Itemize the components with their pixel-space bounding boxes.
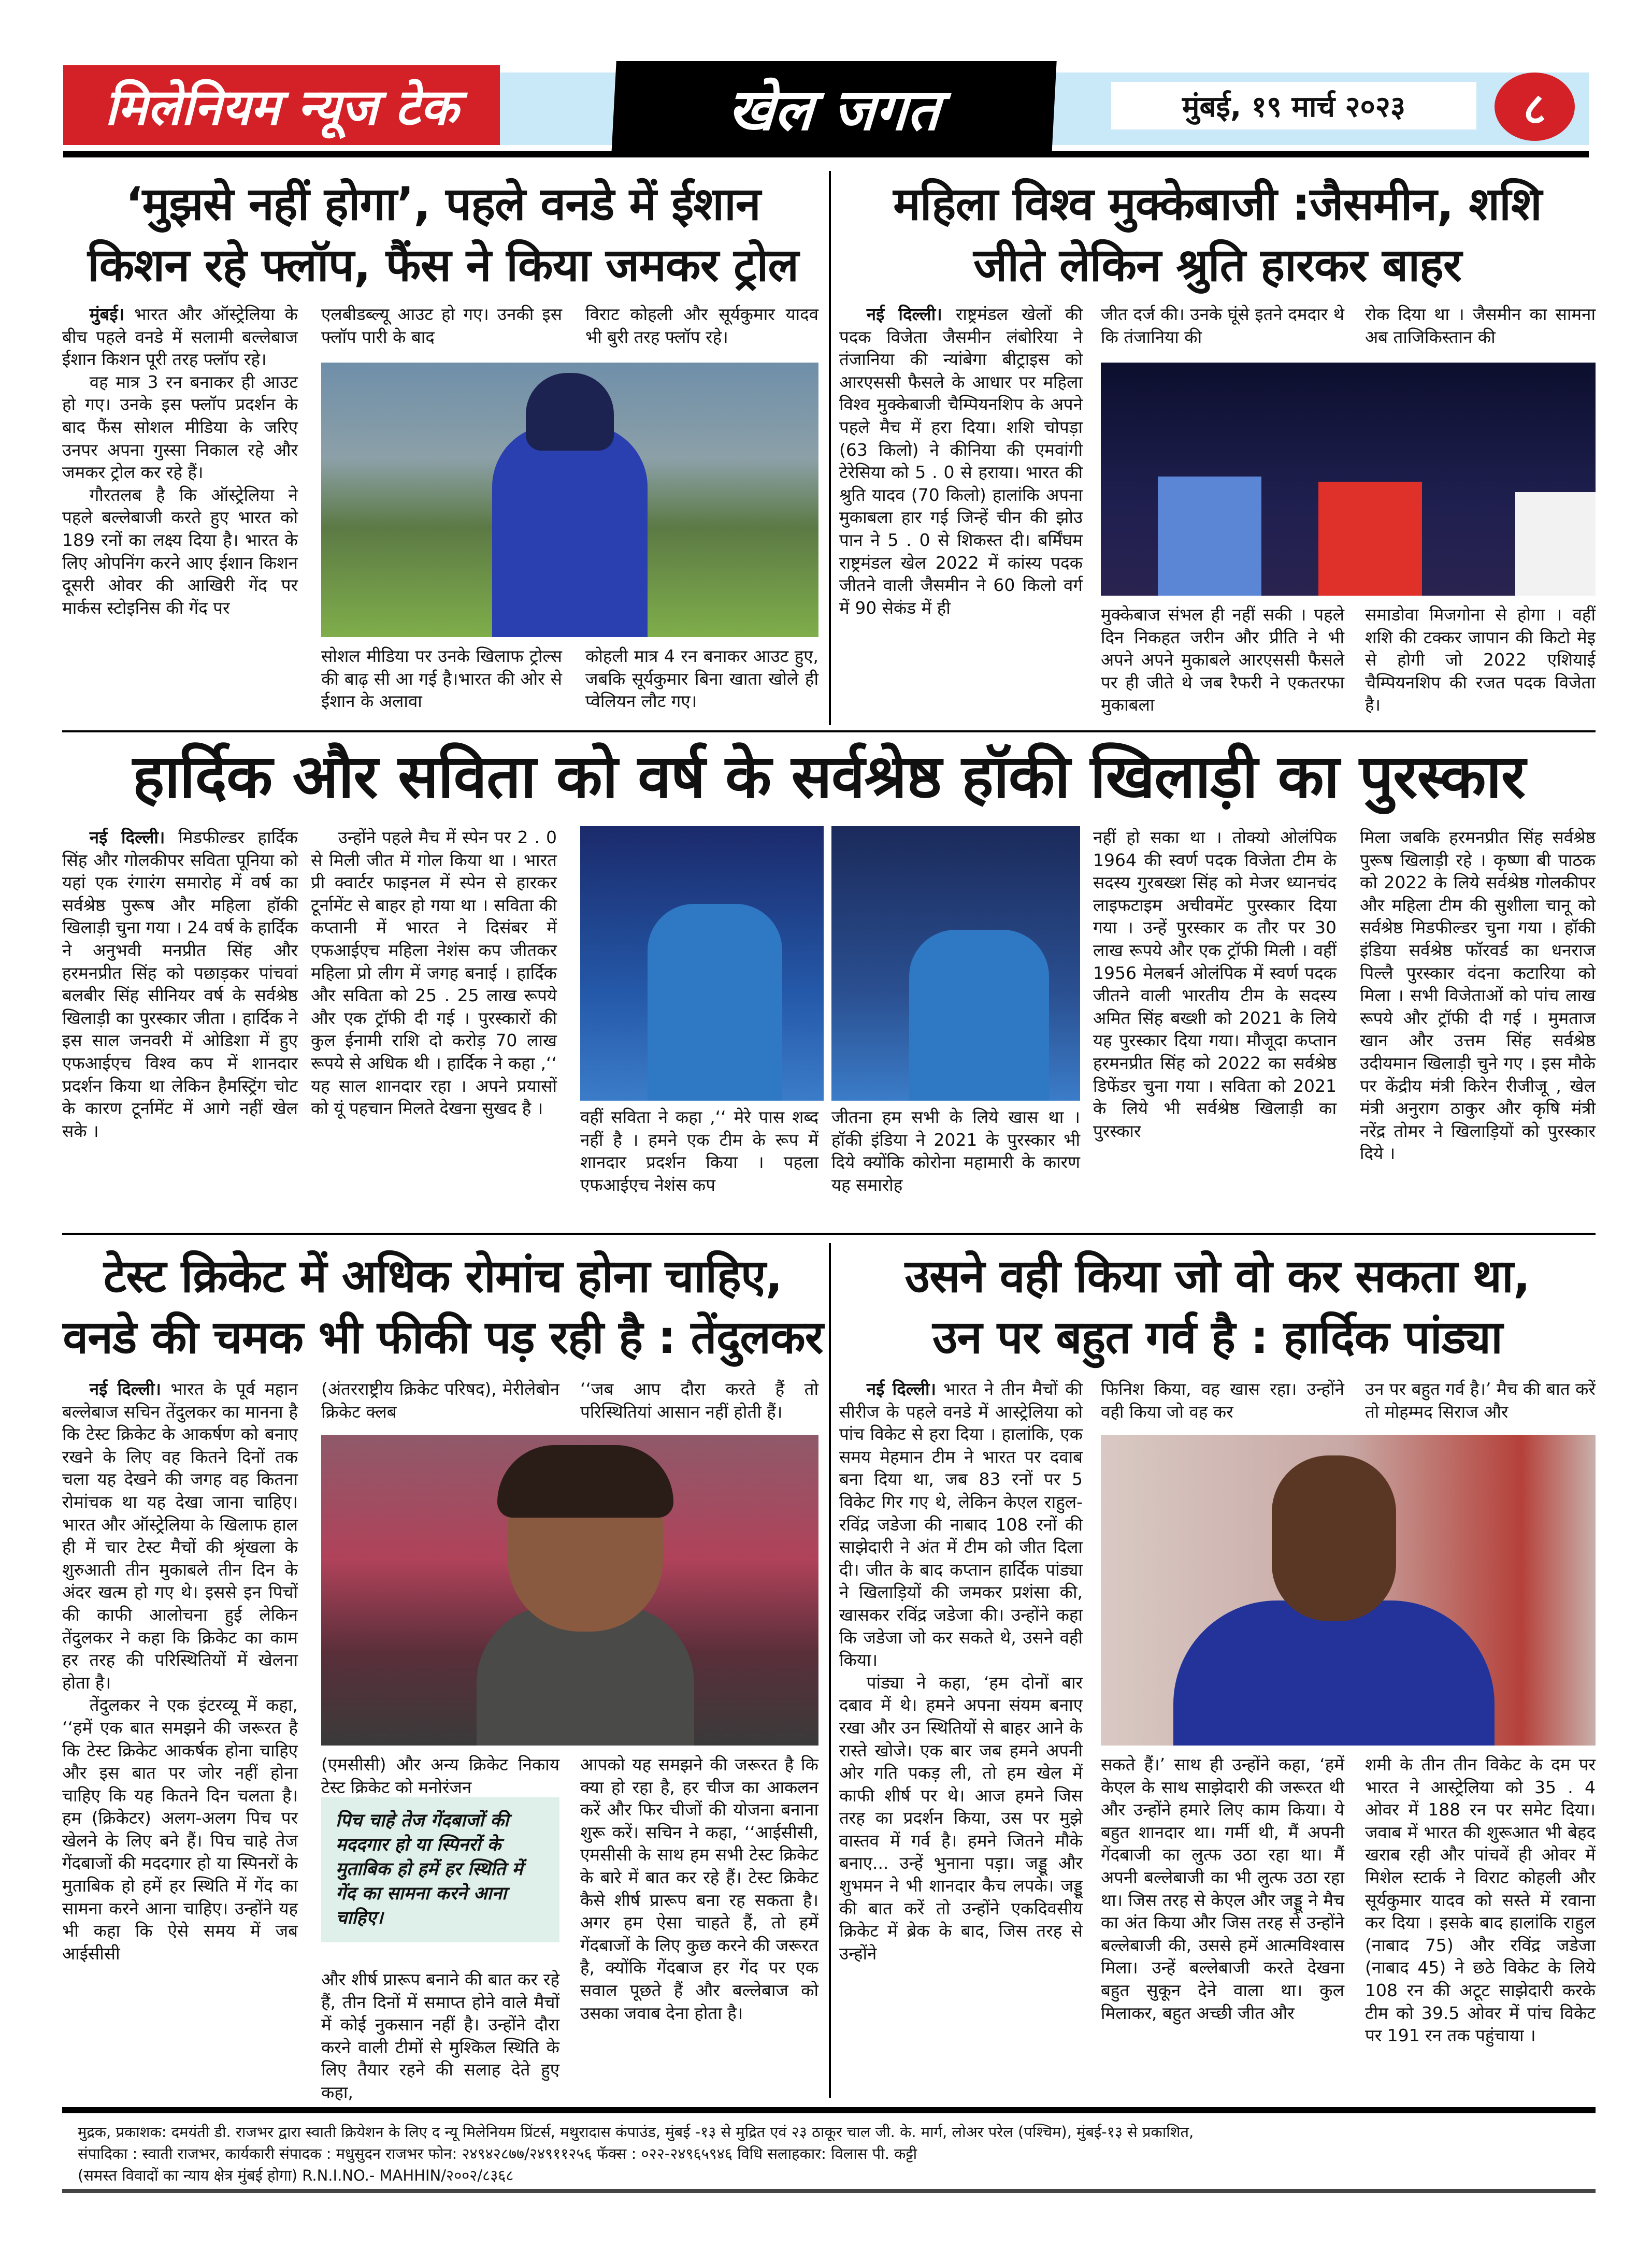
paragraph-text: उन पर बहुत गर्व है।’ मैच की बात करें तो मोहम्मद सिराज और bbox=[1365, 1379, 1596, 1422]
paragraph bbox=[831, 1106, 1080, 1196]
paragraph-text: मुक्केबाज संभल ही नहीं सकी । पहले दिन निकहत जरीन और प्रीति ने भी अपने अपने मुकाबले आरएससी फैसले पर ही जीते थे जब रैफरी ने एकतरफा मुकाबला bbox=[1101, 604, 1344, 715]
paragraph-text: समाडोवा मिजगोना से होगा । वहीं शशि की टक्कर जापान की किटो मेइ से होगी जो 2022 एशियाई चैम्पियनशिप की रजत पदक विजेता है। bbox=[1365, 604, 1596, 715]
paragraph bbox=[839, 303, 1083, 619]
dateline: नई दिल्ली। bbox=[866, 304, 942, 324]
paragraph bbox=[585, 303, 818, 348]
paragraph-text: कोहली मात्र 4 रन बनाकर आउट हुए, जबकि सूर्यकुमार बिना खाता खोले ही प्वेलियन लौट गए। bbox=[585, 646, 818, 712]
headline-kishan bbox=[62, 174, 824, 296]
article-column bbox=[62, 1378, 298, 1965]
paragraph bbox=[62, 371, 298, 484]
article-column bbox=[1101, 1378, 1344, 1423]
paragraph bbox=[1101, 1378, 1344, 1423]
article-column bbox=[1365, 603, 1596, 716]
page-number-badge: ८ bbox=[1495, 73, 1575, 141]
article-column bbox=[839, 1378, 1083, 1965]
paragraph-text: भारत और ऑस्ट्रेलिया के बीच पहले वनडे में सलामी बल्लेबाज ईशान किशन पूरी तरह फ्लॉप रहे। bbox=[62, 304, 298, 370]
dateline: नई दिल्ली। bbox=[89, 827, 165, 847]
paragraph-text: (एमसीसी) और अन्य क्रिकेट निकाय टेस्ट क्रिकेट को मनोरंजन bbox=[321, 1754, 559, 1797]
imprint-line: (समस्त विवादों का न्याय क्षेत्र मुंबई होगा) R.N.I.NO.- MAHHIN/२००२/८३६८ bbox=[78, 2167, 514, 2184]
article-column bbox=[580, 1753, 818, 2024]
paragraph-text: भारत के पूर्व महान बल्लेबाज सचिन तेंदुलकर का मानना है कि टेस्ट क्रिकेट के आकर्षण को बनाए रखने के लिए वह कितने दिनों तक चला यह देखने की जगह वह कितना रोमांचक था यह देखा जाना चाहिए। भारत और ऑस्ट्रेलिया के खिलाफ हाल ही में चार टेस्ट मैचों की श्रृंखला के शुरुआती तीन मुकाबले तीन दिन के अंदर खत्म हो गए थे। इससे इन पिचों की काफी आलोचना हुई लेकिन तेंदुलकर ने कहा कि क्रिकेट का काम हर तरह की परिस्थितियों में खेलना होता है। bbox=[62, 1379, 298, 1693]
headline-pandya bbox=[839, 1246, 1596, 1368]
article-column bbox=[62, 826, 298, 1142]
dateline: नई दिल्ली। bbox=[89, 1379, 162, 1399]
paragraph-text: सोशल मीडिया पर उनके खिलाफ ट्रोल्स की बाढ़ सी आ गई है।भारत की ओर से ईशान के अलावा bbox=[321, 646, 562, 712]
jersey bbox=[1173, 1600, 1495, 1746]
imprint-line: मुद्रक, प्रकाशक: दमयंती डी. राजभर द्वारा स्वाती क्रियेशन के लिए द न्यू मिलेनियम प्रिंटर्स, मथुरादास कंपाउंड, मुंबई -१३ से मुद्रित एवं २३ ठाकूर चाल जी. के. मार्ग, लोअर परेल (पश्चिम), मुंबई-१३ से प्रकाशित, bbox=[78, 2123, 1194, 2141]
player-figure bbox=[909, 930, 1049, 1101]
paragraph-text: और शीर्ष प्रारूप बनाने की बात कर रहे हैं, तीन दिनों में समाप्त होने वाले मैचों में कोई नुकसान नहीं है। उन्होंने दौरा करने वाली टीमों से मुश्किल स्थिति के लिए तैयार रहने की सलाह देते हुए कहा, bbox=[321, 1969, 559, 2102]
paragraph bbox=[580, 1378, 818, 1423]
paragraph bbox=[1093, 826, 1337, 1142]
paragraph-text: (अंतरराष्ट्रीय क्रिकेट परिषद), मेरीलेबोन क्रिकेट क्लब bbox=[321, 1379, 559, 1422]
photo-hardik-singh bbox=[831, 826, 1080, 1101]
headline-line: वनडे की चमक भी फीकी पड़ रही है : तेंदुलकर bbox=[63, 1310, 823, 1364]
player-figure bbox=[492, 425, 648, 637]
dateline: नई दिल्ली। bbox=[866, 1379, 937, 1399]
paragraph-text: रोक दिया था । जैसमीन का सामना अब ताजिकिस्तान की bbox=[1365, 304, 1596, 347]
paragraph-text: एलबीडब्ल्यू आउट हो गए। उनकी इस फ्लॉप पारी के बाद bbox=[321, 304, 562, 347]
photo-savita-punia bbox=[580, 826, 824, 1101]
paragraph bbox=[62, 484, 298, 619]
paragraph bbox=[839, 1671, 1083, 1965]
issue-date: मुंबई, १९ मार्च २०२३ bbox=[1111, 82, 1476, 129]
footer-rule bbox=[62, 2107, 1596, 2113]
header-rule bbox=[63, 151, 1589, 157]
paragraph bbox=[580, 1753, 818, 2024]
headline-boxing bbox=[839, 174, 1596, 296]
headline-line: किशन रहे फ्लॉप, फैंस ने किया जमकर ट्रोल bbox=[87, 238, 798, 292]
headline-line: उन पर बहुत गर्व है : हार्दिक पांड्या bbox=[932, 1310, 1502, 1364]
photo-hardik-pandya bbox=[1101, 1435, 1596, 1746]
article-column bbox=[1101, 1753, 1344, 2024]
paragraph bbox=[580, 1106, 818, 1196]
photo-sachin-tendulkar bbox=[321, 1435, 818, 1746]
paragraph bbox=[1365, 603, 1596, 716]
photo-boxers bbox=[1101, 363, 1596, 596]
face bbox=[1272, 1455, 1396, 1621]
paragraph bbox=[1360, 826, 1596, 1165]
section-divider bbox=[62, 730, 1596, 732]
paragraph bbox=[1365, 303, 1596, 348]
headline-line: महिला विश्व मुक्केबाजी :जैसमीन, शशि bbox=[893, 177, 1542, 230]
paragraph-text: ‘‘जब आप दौरा करते हैं तो परिस्थितियां आसान नहीं होती हैं। bbox=[580, 1379, 818, 1422]
paragraph-text: जीत दर्ज की। उनके घूंसे इतने दमदार थे कि तंजानिया की bbox=[1101, 304, 1344, 347]
article-column bbox=[1365, 1753, 1596, 2047]
article-column bbox=[580, 1106, 818, 1196]
paragraph bbox=[321, 1378, 559, 1423]
paragraph bbox=[62, 826, 298, 1142]
article-column bbox=[1093, 826, 1337, 1142]
paragraph bbox=[321, 1968, 559, 2104]
dateline: मुंबई। bbox=[89, 304, 125, 324]
article-column bbox=[1101, 603, 1344, 716]
article-column bbox=[580, 1378, 818, 1423]
article-column bbox=[321, 303, 562, 348]
paragraph-text: मिला जबकि हरमनप्रीत सिंह सर्वश्रेष्ठ पुरूष खिलाड़ी रहे । कृष्णा बी पाठक को 2022 के लिये सर्वश्रेष्ठ गोलकीपर और महिला टीम की सुशीला चानू को सर्वश्रेष्ठ मिडफील्डर चुना गया । हॉकी इंडिया सर्वश्रेष्ठ फॉरवर्ड का धनराज पिल्लै पुरस्कार वंदना कटारिया को मिला । सभी विजेताओं को पांच लाख रूपये और ट्रॉफी दी गई । मुमताज खान और उत्तम सिंह सर्वश्रेष्ठ उदीयमान खिलाड़ी चुने गए । इस मौके पर केंद्रीय मंत्री किरेन रीजीजू , खेल मंत्री अनुराग ठाकुर और कृषि मंत्री नरेंद्र तोमर ने खिलाड़ियों को पुरस्कार दिये । bbox=[1360, 827, 1596, 1164]
paragraph-text: वहीं सविता ने कहा ,‘‘ मेरे पास शब्द नहीं है । हमने एक टीम के रूप में शानदार प्रदर्शन किया । पहला एफआईएच नेशंस कप bbox=[580, 1107, 818, 1195]
headline-line: टेस्ट क्रिकेट में अधिक रोमांच होना चाहिए, bbox=[104, 1249, 782, 1303]
paragraph-text: गौरतलब है कि ऑस्ट्रेलिया ने पहले बल्लेबाजी करते हुए भारत को 189 रनों का लक्ष्य दिया है। भारत के लिए ओपनिंग करने आए ईशान किशन दूसरी ओवर की आखिरी गेंद पर मार्कस स्टोइनिस की गेंद पर bbox=[62, 484, 298, 618]
article-column bbox=[1365, 1378, 1596, 1423]
imprint-line: संपादिका : स्वाती राजभर, कार्यकारी संपादक : मधुसुदन राजभर फोन: २४९४२८७७/२४९११२५६ फॅक्स : ०२२-२४९६५९४६ विधि सलाहकार: विलास पी. कट्टी bbox=[78, 2145, 917, 2162]
hair bbox=[497, 1445, 673, 1518]
paragraph-text: विराट कोहली और सूर्यकुमार यादव भी बुरी तरह फ्लॉप रहे। bbox=[585, 304, 818, 347]
paragraph-text: सकते हैं।’ साथ ही उन्होंने कहा, ‘हमें केएल के साथ साझेदारी की जरूरत थी और उन्होंने हमारे लिए काम किया। ये बहुत शानदार था। गर्मी थी, मैं अपनी गेंदबाजी का लुत्फ उठा रहा था। मैं अपनी बल्लेबाजी का भी लुत्फ उठा रहा था। जिस तरह से केएल और जड्डू ने मैच का अंत किया और जिस तरह से उन्होंने बल्लेबाजी की, उससे हमें आत्मविश्वास मिला। उन्हें बल्लेबाजी करते देखना बहुत सुकून देने वाला था। कुल मिलाकर, बहुत अच्छी जीत और bbox=[1101, 1754, 1344, 2023]
player-figure bbox=[648, 904, 782, 1101]
paragraph bbox=[585, 645, 818, 713]
article-column bbox=[1101, 303, 1344, 348]
paragraph-text: शमी के तीन तीन विकेट के दम पर भारत ने आस्ट्रेलिया को 35 . 4 ओवर में 188 रन पर समेट दिया। जवाब में भारत की शुरूआत भी बेहद खराब रही और पांचवें ही ओवर में मिशेल स्टार्क ने विराट कोहली और सूर्यकुमार यादव को सस्ते में रवाना कर दिया । इसके बाद हालांकि राहुल (नाबाद 75) और रविंद्र जडेजा (नाबाद 45) ने छठे विकेट के लिये 108 रन की अटूट साझेदारी करके टीम को 39.5 ओवर में पांच विकेट पर 191 रन तक पहुंचाया । bbox=[1365, 1754, 1596, 2046]
article-column bbox=[321, 1378, 559, 1423]
paragraph bbox=[62, 1378, 298, 1694]
article-column bbox=[62, 303, 298, 619]
paragraph-text: पांड्या ने कहा, ‘हम दोनों बार दबाव में थे। हमने अपना संयम बनाए रखा और उन स्थितियों से बाहर आने के रास्ते खोजे। एक बार जब हमने अपनी ओर गति पकड़ ली, तो हम खेल में काफी शीर्ष पर थे। आज हमने जिस तरह का प्रदर्शन किया, उस पर मुझे वास्तव में गर्व है। हमने जितने मौके बनाए... उन्हें भुनाना पड़ा। जड्डू और शुभमन ने भी शानदार कैच लपके। जड्डू की बात करें तो उन्होंने एकदिवसीय क्रिकेट में ब्रेक के बाद, जिस तरह से उन्होंने bbox=[839, 1672, 1083, 1964]
paragraph bbox=[321, 1753, 559, 1798]
paragraph bbox=[321, 303, 562, 348]
article-column bbox=[321, 1968, 559, 2104]
paragraph-text: वह मात्र 3 रन बनाकर ही आउट हो गए। उनके इस फ्लॉप प्रदर्शन के बाद फैंस सोशल मीडिया के जरिए उनपर अपना गुस्सा निकाल रहे और जमकर ट्रोल कर रहे हैं। bbox=[62, 371, 298, 483]
paragraph bbox=[1101, 1753, 1344, 2024]
article-column bbox=[1360, 826, 1596, 1165]
headline-line: जीते लेकिन श्रुति हारकर बाहर bbox=[973, 238, 1461, 292]
paragraph bbox=[62, 303, 298, 371]
paragraph-text: नहीं हो सका था । तोक्यो ओलंपिक 1964 की स्वर्ण पदक विजेता टीम के सदस्य गुरबख्श सिंह को मेजर ध्यानचंद लाइफटाइम अचीवमेंट पुरस्कार दिया गया । उन्हें पुरस्कार क तौर पर 30 लाख रूपये और एक ट्रॉफी मिली । वहीं 1956 मेलबर्न ओलंपिक में स्वर्ण पदक जीतने वाली भारतीय टीम के सदस्य अमित सिंह बख्शी को 2021 के लिये यह पुरस्कार दिया गया। मौजूदा कप्तान हरमनप्रीत सिंह को 2022 का सर्वश्रेष्ठ डिफेंडर चुना गया । सविता को 2021 के लिये भी सर्वश्रेष्ठ खिलाड़ी का पुरस्कार bbox=[1093, 827, 1337, 1141]
paragraph-text: तेंदुलकर ने एक इंटरव्यू में कहा, ‘‘हमें एक बात समझने की जरूरत है कि टेस्ट क्रिकेट आकर्षक होना चाहिए और इस बात पर जोर नहीं होना चाहिए कि यह कितने दिन चलता है। हम (क्रिकेटर) अलग-अलग पिच पर खेलने के लिए बने हैं। पिच चाहे तेज गेंदबाजों की मददगार हो या स्पिनरों के मुताबिक हो हमें हर स्थिति में गेंद का सामना करने आना चाहिए। उन्होंने यह भी कहा कि ऐसे समय में जब आईसीसी bbox=[62, 1695, 298, 1964]
boxer-red bbox=[1318, 482, 1422, 596]
headline-tendulkar bbox=[62, 1246, 824, 1368]
headline-line: ‘मुझसे नहीं होगा’, पहले वनडे में ईशान bbox=[125, 177, 760, 230]
section-title: खेल जगत bbox=[611, 61, 1056, 154]
paragraph bbox=[1101, 303, 1344, 348]
column-divider bbox=[829, 171, 831, 725]
referee bbox=[1515, 492, 1596, 596]
paragraph-text: भारत ने तीन मैचों की सीरीज के पहले वनडे में आस्ट्रेलिया को पांच विकेट से हरा दिया । हालांकि, एक समय मेहमान टीम ने भारत पर दवाब बना दिया था, जब 83 रनों पर 5 विकेट गिर गए थे, लेकिन केएल राहुल-रविंद्र जडेजा की नाबाद 108 रनों की साझेदारी ने अंत में टीम को जीत दिला दी। जीत के बाद कप्तान हार्दिक पांड्या ने खिलाड़ियों की जमकर प्रशंसा की, खासकर रविंद्र जडेजा की। उन्होंने कहा कि जडेजा जो कर सकते थे, उसने वही किया। bbox=[839, 1379, 1083, 1670]
paragraph-text: उन्होंने पहले मैच में स्पेन पर 2 . 0 से मिली जीत में गोल किया था । भारत प्री क्वार्टर फाइनल में स्पेन से हारकर टूर्नामेंट से बाहर हो गया था । सविता की कप्तानी में भारत ने दिसंबर में एफआईएच महिला नेशंस कप जीतकर महिला प्रो लीग में जगह बनाई । हार्दिक और सविता को 25 . 25 लाख रूपये और एक ट्रॉफी दी गई । पुरस्कारों की कुल ईनामी राशि दो करोड़ 70 लाख रूपये से अधिक थी । हार्दिक ने कहा ,‘‘ यह साल शानदार रहा । अपने प्रयासों को यूं पहचान मिलते देखना सुखद है । bbox=[311, 827, 557, 1119]
paragraph bbox=[839, 1378, 1083, 1671]
headline-line: उसने वही किया जो वो कर सकता था, bbox=[904, 1249, 1530, 1303]
article-column bbox=[839, 303, 1083, 619]
article-column bbox=[585, 303, 818, 348]
article-column bbox=[321, 645, 562, 713]
paragraph bbox=[311, 826, 557, 1120]
article-column bbox=[321, 1753, 559, 1798]
paragraph-text: राष्ट्रमंडल खेलों की पदक विजेता जैसमीन लंबोरिया ने तंजानिया की न्यांबेगा बीट्राइस को आरएससी फैसले के आधार पर महिला विश्व मुक्केबाजी चैम्पियनशिप के अपने पहले मैच में हरा दिया। शशि चोपड़ा (63 किलो) ने कीनिया की एमवांगी टेरेसिया को 5 . 0 से हराया। भारत की श्रुति यादव (70 किलो) हालांकि अपना मुकाबला हार गई जिन्हें चीन की झोउ पान ने 5 . 0 से शिकस्त दी। बर्मिंघम राष्ट्रमंडल खेल 2022 में कांस्य पदक जीतने वाली जैसमीन ने 60 किलो वर्ग में 90 सेकंड में ही bbox=[839, 304, 1083, 618]
section-divider bbox=[62, 1233, 1596, 1235]
column-divider bbox=[829, 1243, 831, 2098]
article-column bbox=[831, 1106, 1080, 1196]
paragraph-text: फिनिश किया, वह खास रहा। उन्होंने वही किया जो वह कर bbox=[1101, 1379, 1344, 1422]
helmet bbox=[526, 373, 614, 451]
newspaper-masthead: मिलेनियम न्यूज टेक bbox=[63, 65, 500, 145]
article-column bbox=[1365, 303, 1596, 348]
paragraph bbox=[1365, 1378, 1596, 1423]
paragraph-text: जीतना हम सभी के लिये खास था । हॉकी इंडिया ने 2021 के पुरस्कार भी दिये क्योंकि कोरोना महामारी के कारण यह समारोह bbox=[831, 1107, 1080, 1195]
footer-bottom-rule bbox=[62, 2189, 1596, 2193]
paragraph bbox=[62, 1694, 298, 1965]
headline-hockey: हार्दिक और सविता को वर्ष के सर्वश्रेष्ठ हॉकी खिलाड़ी का पुरस्कार bbox=[132, 742, 1526, 812]
article-column bbox=[311, 826, 557, 1120]
paragraph-text: आपको यह समझने की जरूरत है कि क्या हो रहा है, हर चीज का आकलन करें और फिर चीजों की योजना बनाना शुरू करें। सचिन ने कहा, ‘‘आईसीसी, एमसीसी के साथ हम सभी टेस्ट क्रिकेट के बारे में बात कर रहे हैं। टेस्ट क्रिकेट कैसे शीर्ष प्रारूप बना रह सकता है। अगर हम ऐसा चाहते हैं, तो हमें गेंदबाजों के लिए कुछ करने की जरूरत है, क्योंकि गेंदबाज हर गेंद पर एक सवाल पूछते हैं और बल्लेबाज को उसका जवाब देना होता है। bbox=[580, 1754, 818, 2023]
photo-ishan-kishan bbox=[321, 363, 818, 637]
paragraph bbox=[1365, 1753, 1596, 2047]
paragraph-text: मिडफील्डर हार्दिक सिंह और गोलकीपर सविता पूनिया को यहां एक रंगारंग समारोह में वर्ष का सर्वश्रेष्ठ पुरूष और महिला हॉकी खिलाड़ी चुना गया । 24 वर्ष के हार्दिक ने अनुभवी मनप्रीत सिंह और हरमनप्रीत सिंह को पछाड़कर पांचवां बलबीर सिंह सीनियर वर्ष के सर्वश्रेष्ठ खिलाड़ी का पुरस्कार जीता । हार्दिक ने इस साल जनवरी में ओडिशा में हुए एफआईएच विश्व कप में शानदार प्रदर्शन किया था लेकिन हैमस्ट्रिंग चोट के कारण टूर्नामेंट में आगे नहीं खेल सके । bbox=[62, 827, 298, 1141]
paragraph bbox=[321, 645, 562, 713]
article-column bbox=[585, 645, 818, 713]
paragraph bbox=[1101, 603, 1344, 716]
boxer-blue bbox=[1158, 477, 1261, 596]
pull-quote: पिच चाहे तेज गेंदबाजों की मददगार हो या स्पिनरों के मुताबिक हो हमें हर स्थिति में गेंद का सामना करने आना चाहिए। bbox=[321, 1797, 559, 1942]
